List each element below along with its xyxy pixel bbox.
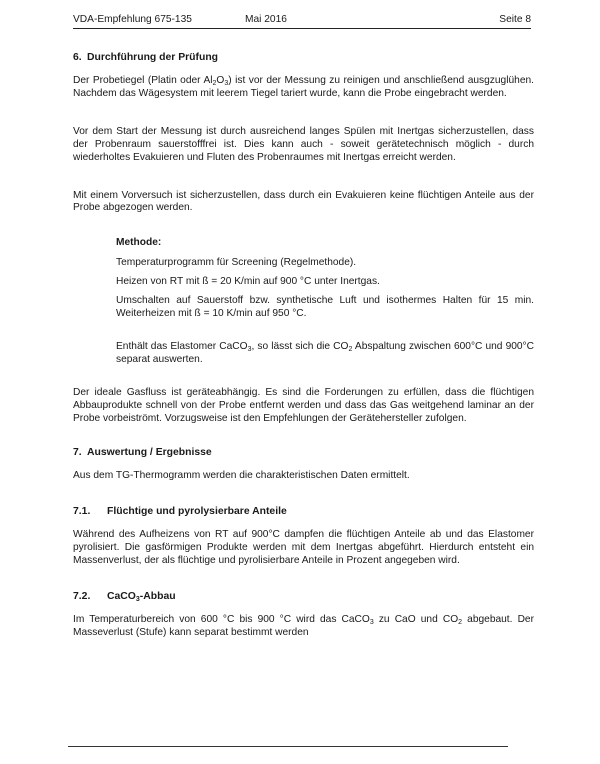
document-body [73, 52, 534, 640]
method-block [116, 237, 534, 366]
header-date: Mai 2016 [245, 14, 287, 25]
method-title: Methode: [116, 237, 162, 249]
section-number: 7.1. [73, 506, 91, 518]
header-page-number: Seite 8 [499, 14, 531, 25]
page-header [73, 14, 531, 29]
section-title: CaCO$_3$-Abbau [107, 591, 176, 604]
paragraph-volatiles: Während des Aufheizens von RT auf 900°C dampfen die flüchtigen Anteile ab und das Elastomer pyrolisiert. Die gasförmigen Produkte werden mit dem Inertgas abgeführt. Hierdurch entsteht ein Massenverlust, der als flüchtige und pyrolisierbare Anteile in Prozent angegeben wird. [73, 529, 534, 567]
method-line-1: Temperaturprogramm für Screening (Regelmethode). [116, 257, 357, 269]
section-number: 7.2. [73, 591, 91, 603]
paragraph-caco3: Im Temperaturbereich von 600 °C bis 900 °C wird das CaCO$_3$ zu CaO und $CO_2$ abgebaut. Der Masseverlust (Stufe) kann separat bestimmt werden [73, 614, 534, 638]
section-number: 7. [73, 447, 82, 459]
section-title: Auswertung / Ergebnisse [87, 447, 212, 459]
paragraph-gasflow: Der ideale Gasfluss ist geräteabhängig. Es sind die Forderungen zu erfüllen, dass die flüchtigen Abbauprodukte schnell von der Probe entfernt werden und dass das Gas weitgehend laminar an der Probe vorbeiströmt. Vorzugsweise ist den Empfehlungen der Gerätehersteller zufolgen. [73, 386, 534, 424]
section-7-2-heading [73, 591, 534, 602]
section-title: Flüchtige und pyrolysierbare Anteile [107, 506, 287, 518]
footer-divider [68, 746, 508, 747]
section-7-1-heading [73, 506, 534, 517]
section-number: 6. [73, 52, 82, 63]
paragraph-evaluation: Aus dem TG-Thermogramm werden die charakteristischen Daten ermittelt. [73, 470, 410, 482]
section-6-heading [73, 52, 534, 63]
method-note: Enthält das Elastomer CaCO$_3$, so lässt sich die $CO_2$ Abspaltung zwischen 600°C und 900°C separat auswerten. [116, 340, 534, 365]
section-7-heading [73, 447, 534, 458]
paragraph-crucible: Der Probetiegel (Platin oder $Al_2O_3$) ist vor der Messung zu reinigen und anschließend ausgzuglühen. Nachdem das Wägesystem mit leerem Tiegel tariert wurde, kann die Probe eingebracht werden. [73, 75, 534, 99]
method-line-2: Heizen von RT mit ß = 20 K/min auf 900 °C unter Inertgas. [116, 276, 380, 288]
method-line-3: Umschalten auf Sauerstoff bzw. synthetische Luft und isothermes Halten für 15 min. Weiterheizen mit ß = 10 K/min auf 950 °C. [116, 295, 534, 319]
section-title: Durchführung der Prüfung [87, 52, 219, 63]
paragraph-pretest: Mit einem Vorversuch ist sicherzustellen, dass durch ein Evakuieren keine flüchtigen Anteile aus der Probe abgezogen werden. [73, 189, 534, 214]
paragraph-purge: Vor dem Start der Messung ist durch ausreichend langes Spülen mit Inertgas sicherzustellen, dass der Probenraum sauerstofffrei ist. Dies kann auch - soweit gerätetechnisch möglich - durch wiederholtes Evakuieren und Fluten des Probenraumes mit Inertgas erreicht werden. [73, 125, 534, 163]
header-document-id: VDA-Empfehlung 675-135 [73, 14, 192, 25]
